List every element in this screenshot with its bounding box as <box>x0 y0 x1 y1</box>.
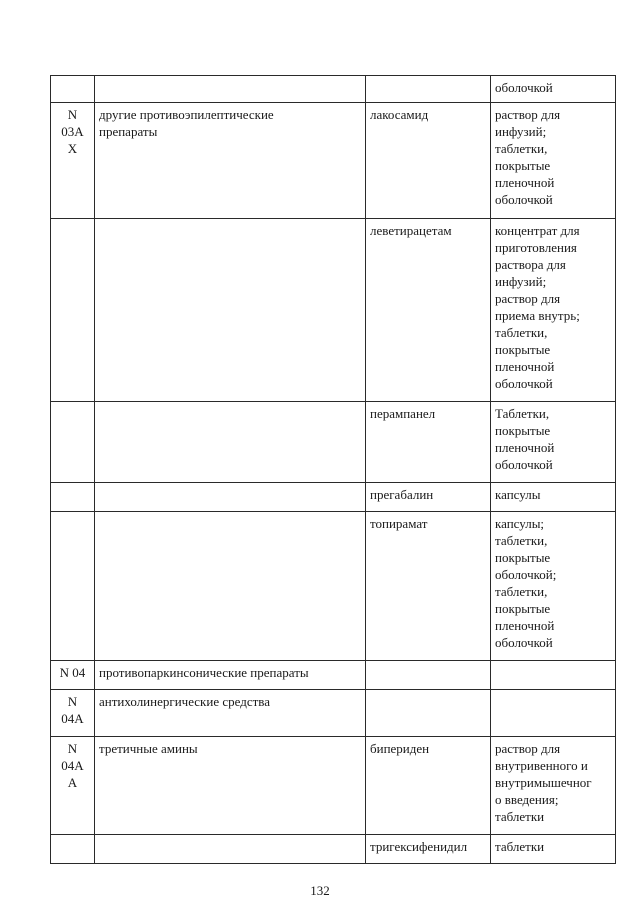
drug-name-cell: прегабалин <box>366 483 491 512</box>
table-row <box>51 76 616 103</box>
dosage-forms-cell: капсулы <box>491 483 616 512</box>
group-cell <box>95 512 366 661</box>
dosage-forms-cell: капсулы; таблетки, покрытые оболочкой; таблетки, покрытые пленочной оболочкой <box>491 512 616 661</box>
atc-code-cell: N 03А Х <box>51 103 95 219</box>
atc-code-cell: N 04А А <box>51 737 95 835</box>
dosage-forms-cell: концентрат для приготовления раствора для инфузий; раствор для приема внутрь; таблетки, покрытые пленочной оболочкой <box>491 219 616 402</box>
atc-code-cell <box>51 402 95 483</box>
table-row <box>51 512 616 661</box>
drug-name-cell: топирамат <box>366 512 491 661</box>
dosage-forms-cell: раствор для внутривенного и внутримышечног о введения; таблетки <box>491 737 616 835</box>
atc-code-cell <box>51 219 95 402</box>
drug-name-cell: леветирацетам <box>366 219 491 402</box>
drug-name-cell: перампанел <box>366 402 491 483</box>
drug-name-cell: бипериден <box>366 737 491 835</box>
group-cell: третичные амины <box>95 737 366 835</box>
page-number: 132 <box>310 883 330 898</box>
atc-code-cell <box>51 512 95 661</box>
atc-code-cell <box>51 76 95 103</box>
table-row <box>51 402 616 483</box>
table-row <box>51 661 616 690</box>
dosage-forms-cell <box>491 690 616 737</box>
group-cell <box>95 835 366 864</box>
group-cell: противопаркинсонические препараты <box>95 661 366 690</box>
group-cell: другие противоэпилептические препараты <box>95 103 366 219</box>
dosage-forms-cell: Таблетки, покрытые пленочной оболочкой <box>491 402 616 483</box>
table-row <box>51 737 616 835</box>
dosage-forms-cell: таблетки <box>491 835 616 864</box>
table-row <box>51 483 616 512</box>
dosage-forms-cell <box>491 661 616 690</box>
table-row <box>51 690 616 737</box>
group-cell <box>95 483 366 512</box>
group-cell <box>95 76 366 103</box>
dosage-forms-cell: оболочкой <box>491 76 616 103</box>
table-row <box>51 835 616 864</box>
group-cell: антихолинергические средства <box>95 690 366 737</box>
atc-code-cell <box>51 483 95 512</box>
atc-code-cell <box>51 835 95 864</box>
dosage-forms-cell: раствор для инфузий; таблетки, покрытые пленочной оболочкой <box>491 103 616 219</box>
drug-name-cell <box>366 661 491 690</box>
atc-code-cell: N 04 <box>51 661 95 690</box>
table-row <box>51 219 616 402</box>
group-cell <box>95 219 366 402</box>
drug-table <box>50 75 616 864</box>
atc-code-cell: N 04А <box>51 690 95 737</box>
drug-name-cell: лакосамид <box>366 103 491 219</box>
drug-name-cell <box>366 690 491 737</box>
drug-name-cell <box>366 76 491 103</box>
group-cell <box>95 402 366 483</box>
drug-name-cell: тригексифенидил <box>366 835 491 864</box>
table-row <box>51 103 616 219</box>
